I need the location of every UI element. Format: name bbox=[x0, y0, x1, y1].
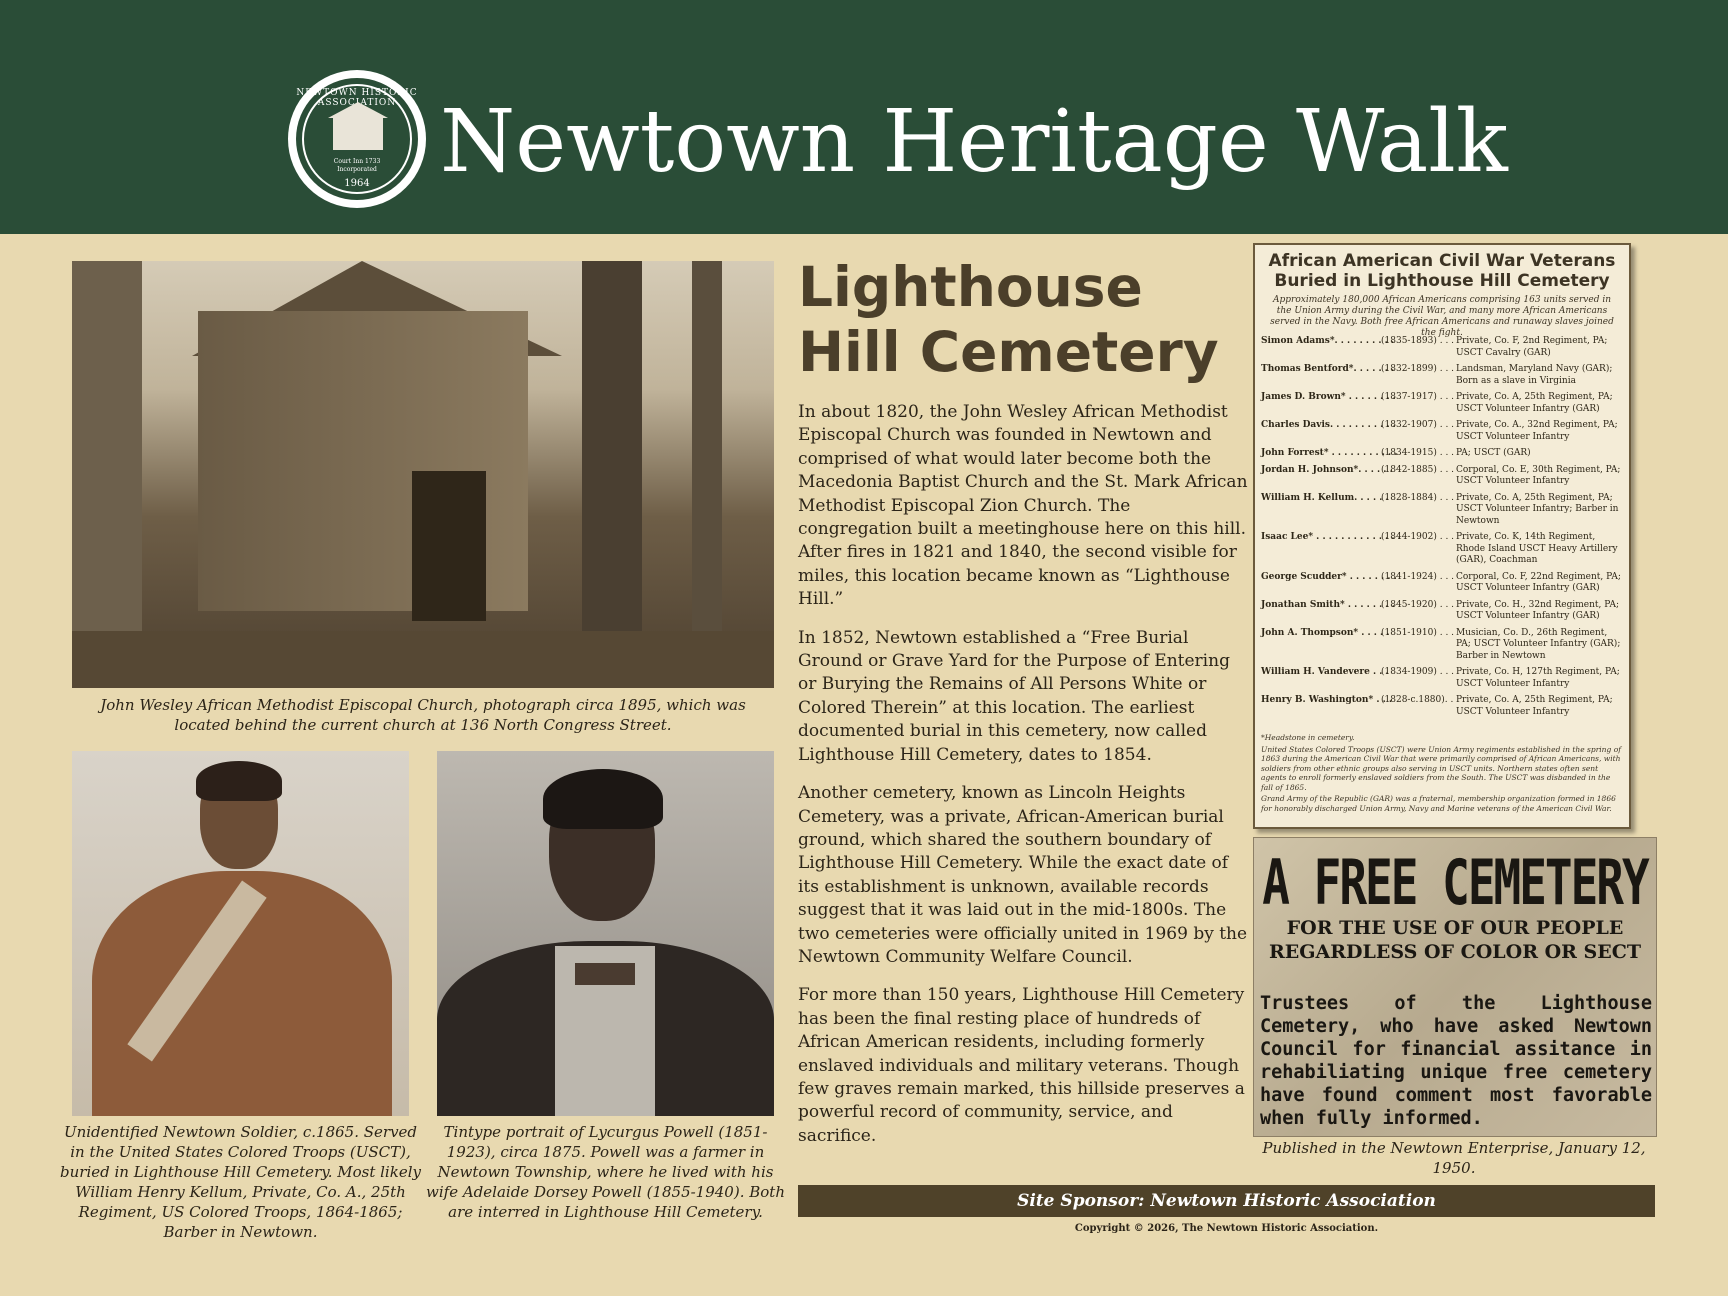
header-banner bbox=[0, 0, 1728, 234]
roster-name: Jordan H. Johnson*. . . . . . bbox=[1261, 464, 1393, 475]
roster-row bbox=[1261, 392, 1623, 415]
soldier-portrait-caption: Unidentified Newtown Soldier, c.1865. Served in the United States Colored Troops (USCT), buried in Lighthouse Hill Cemetery. Most likely William Henry Kellum, Private, Co. A., 25th Regiment, US Colored Troops, 1864-1865; Barber in Newtown. bbox=[60, 1123, 421, 1241]
roster-desc: Private, Co. H, 127th Regiment, PA; USCT Volunteer Infantry bbox=[1456, 667, 1620, 689]
clipping-subheadline: FOR THE USE OF OUR PEOPLE REGARDLESS OF COLOR OR SECT bbox=[1268, 917, 1642, 963]
clipping-body: Trustees of the Lighthouse Cemetery, who have asked Newtown Council for financial assitance in rehabiliating unique free cemetery have found comment most favorable when fully informed. bbox=[1260, 993, 1652, 1129]
article-body bbox=[798, 401, 1248, 1163]
usct-note: United States Colored Troops (USCT) were Union Army regiments established in the spring of 1863 during the American Civil War that were primarily comprised of African Americans, with soldiers from other ethnic groups also serving in USCT units. Northern states often sent agents to enroll formerly enslaved soldiers from the South. The USCT was disbanded in the fall of 1865. bbox=[1261, 744, 1621, 792]
roster-desc: Private, Co. A, 25th Regiment, PA; USCT Volunteer Infantry; Barber in Newtown bbox=[1456, 492, 1619, 526]
roster-desc: PA; USCT (GAR) bbox=[1456, 448, 1531, 458]
article-heading bbox=[798, 255, 1219, 385]
roster-row bbox=[1261, 628, 1623, 663]
roster-list bbox=[1261, 336, 1623, 723]
roster-desc: Private, Co. H., 32nd Regiment, PA; USCT Volunteer Infantry (GAR) bbox=[1456, 599, 1620, 621]
article-paragraph: In about 1820, the John Wesley African Methodist Episcopal Church was founded in Newtown and comprised of what would later become both the Macedonia Baptist Church and the St. Mark African Methodist Episcopal Zion Church. The congregation built a meetinghouse here on this hill. After fires in 1821 and 1840, the second visible for miles, this location became known as “Lighthouse Hill.” bbox=[798, 402, 1248, 610]
roster-dates: (1832-1899) . . . bbox=[1381, 364, 1455, 374]
copyright-notice: Copyright © 2026, The Newtown Historic Association. bbox=[1074, 1223, 1379, 1234]
roster-row bbox=[1261, 600, 1623, 623]
soldier-portrait bbox=[72, 751, 409, 1116]
roster-row bbox=[1261, 493, 1623, 528]
roster-name: William H. Vandevere . . . bbox=[1261, 667, 1389, 677]
roster-desc: Corporal, Co. F, 22nd Regiment, PA; USCT Volunteer Infantry (GAR) bbox=[1456, 571, 1621, 593]
roster-desc: Private, Co. F, 2nd Regiment, PA; USCT Cavalry (GAR) bbox=[1456, 336, 1608, 358]
logo-line1: Court Inn 1733 bbox=[333, 158, 381, 165]
church-photo bbox=[72, 261, 774, 688]
headstone-note: *Headstone in cemetery. bbox=[1261, 733, 1355, 742]
heading-line1: Lighthouse bbox=[798, 255, 1143, 319]
roster-dates: (1828-c.1880). . bbox=[1381, 695, 1454, 705]
roster-dates: (1851-1910) . . . bbox=[1381, 627, 1455, 638]
roster-dates: (1845-1920) . . . bbox=[1381, 599, 1455, 610]
site-sponsor-bar: Site Sponsor: Newtown Historic Association bbox=[798, 1185, 1655, 1217]
roster-name: John A. Thompson* . . . . . bbox=[1261, 627, 1390, 638]
logo-top-text: NEWTOWN HISTORIC ASSOCIATION bbox=[296, 88, 418, 108]
roster-name: Jonathan Smith* . . . . . . . . bbox=[1261, 599, 1395, 610]
roster-intro: Approximately 180,000 African Americans comprising 163 units served in the Union Army during the Civil War, and many more African Americans served in the Navy. Both free African Americans and runaway slaves joined the fight. bbox=[1270, 295, 1614, 338]
roster-desc: Private, Co. A., 32nd Regiment, PA; USCT Volunteer Infantry bbox=[1456, 420, 1618, 442]
roster-desc: Private, Co. K, 14th Regiment, Rhode Island USCT Heavy Artillery (GAR), Coachman bbox=[1456, 532, 1618, 565]
roster-desc: Landsman, Maryland Navy (GAR); Born as a slave in Virginia bbox=[1456, 364, 1613, 386]
roster-row bbox=[1261, 532, 1623, 567]
powell-portrait-caption: Tintype portrait of Lycurgus Powell (1851-1923), circa 1875. Powell was a farmer in Newtown Township, where he lived with his wife Adelaide Dorsey Powell (1855-1940). Both are interred in Lighthouse Hill Cemetery. bbox=[426, 1123, 785, 1221]
historic-association-logo bbox=[288, 70, 426, 208]
newspaper-clipping bbox=[1253, 837, 1657, 1137]
article-paragraph: In 1852, Newtown established a “Free Burial Ground or Grave Yard for the Purpose of Entering or Burying the Remains of All Persons White or Colored Therein” at this location. The earliest documented burial in this cemetery, now called Lighthouse Hill Cemetery, dates to 1854. bbox=[798, 627, 1230, 765]
roster-name: Simon Adams*. . . . . . . . . . bbox=[1261, 336, 1395, 346]
heading-line2: Hill Cemetery bbox=[798, 320, 1219, 384]
roster-notes bbox=[1261, 733, 1623, 815]
logo-year: 1964 bbox=[344, 178, 370, 189]
roster-desc: Corporal, Co. E, 30th Regiment, PA; USCT Volunteer Infantry bbox=[1456, 464, 1621, 486]
roster-row bbox=[1261, 465, 1623, 488]
roster-desc: Private, Co. A, 25th Regiment, PA; USCT Volunteer Infantry (GAR) bbox=[1456, 392, 1613, 414]
powell-tintype-portrait bbox=[437, 751, 774, 1116]
roster-dates: (1832-1907) . . . bbox=[1381, 420, 1455, 430]
clipping-headline: A FREE CEMETERY bbox=[1262, 846, 1648, 919]
roster-row bbox=[1261, 667, 1623, 690]
article-paragraph: For more than 150 years, Lighthouse Hill Cemetery has been the final resting place of hundreds of African American residents, including formerly enslaved individuals and military veterans. Though few graves remain marked, this hillside preserves a powerful record of community, service, and sacrifice. bbox=[798, 985, 1245, 1146]
roster-name: George Scudder* . . . . . . . . bbox=[1261, 571, 1397, 582]
roster-name: Thomas Bentford*. . . . . . . bbox=[1261, 364, 1395, 374]
roster-dates: (1828-1884) . . . bbox=[1381, 492, 1455, 503]
roster-row bbox=[1261, 695, 1623, 718]
roster-dates: (1837-1917) . . . bbox=[1381, 392, 1455, 402]
roster-name: John Forrest* . . . . . . . . . . . bbox=[1261, 448, 1398, 458]
roster-dates: (1835-1893) . . . bbox=[1381, 336, 1455, 346]
clipping-caption: Published in the Newtown Enterprise, January 12, 1950. bbox=[1262, 1139, 1646, 1177]
roster-dates: (1844-1902) . . . bbox=[1381, 532, 1455, 542]
roster-desc: Musician, Co. D., 26th Regiment, PA; USCT Volunteer Infantry (GAR); Barber in Newtown bbox=[1456, 627, 1621, 661]
roster-dates: (1841-1924) . . . bbox=[1381, 571, 1455, 582]
roster-title: African American Civil War Veterans Buried in Lighthouse Hill Cemetery bbox=[1268, 251, 1616, 291]
veterans-roster-panel bbox=[1253, 243, 1631, 829]
roster-row bbox=[1261, 572, 1623, 595]
roster-row bbox=[1261, 448, 1623, 460]
gar-note: Grand Army of the Republic (GAR) was a fraternal, membership organization formed in 1866 for honorably discharged Union Army, Navy and Marine veterans of the American Civil War. bbox=[1261, 794, 1616, 813]
roster-name: James D. Brown* . . . . . . . . bbox=[1261, 392, 1396, 402]
roster-dates: (1834-1909) . . . bbox=[1381, 667, 1455, 677]
roster-dates: (1834-1915) . . . bbox=[1381, 448, 1455, 458]
roster-name: William H. Kellum. . . . . . bbox=[1261, 492, 1389, 503]
roster-dates: (1842-1885) . . . bbox=[1381, 464, 1455, 475]
roster-row bbox=[1261, 336, 1623, 359]
roster-row bbox=[1261, 420, 1623, 443]
church-photo-caption: John Wesley African Methodist Episcopal Church, photograph circa 1895, which was located behind the current church at 136 North Congress Street. bbox=[100, 696, 746, 734]
roster-row bbox=[1261, 364, 1623, 387]
roster-desc: Private, Co. A, 25th Regiment, PA; USCT Volunteer Infantry bbox=[1456, 695, 1613, 717]
roster-name: Isaac Lee* . . . . . . . . . . . . . . bbox=[1261, 532, 1401, 542]
page-title: Newtown Heritage Walk bbox=[440, 92, 1508, 192]
roster-name: Henry B. Washington* . . . bbox=[1261, 695, 1392, 705]
logo-line2: Incorporated bbox=[337, 166, 377, 173]
roster-name: Charles Davis. . . . . . . . . . . bbox=[1261, 420, 1396, 430]
article-paragraph: Another cemetery, known as Lincoln Heights Cemetery, was a private, African-American burial ground, which shared the southern boundary of Lighthouse Hill Cemetery. While the exact date of its establishment is unknown, available records suggest that it was laid out in the mid-1800s. The two cemeteries were officially united in 1969 by the Newtown Community Welfare Council. bbox=[798, 783, 1248, 967]
